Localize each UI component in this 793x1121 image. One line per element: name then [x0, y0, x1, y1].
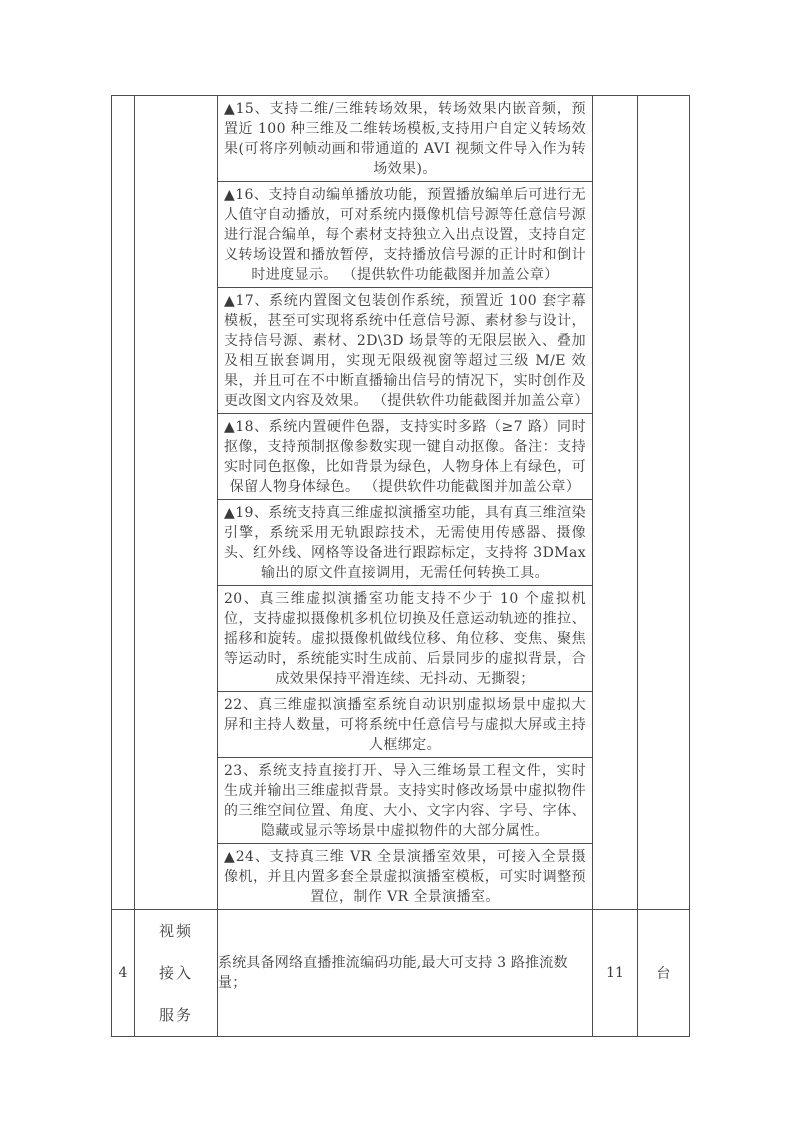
- unit-cell-empty: [638, 96, 690, 910]
- item-quantity: 11: [593, 910, 638, 1037]
- item-name-line: 视频: [158, 922, 193, 940]
- table-row-specs: [112, 96, 690, 910]
- item-name-line: 接入: [158, 964, 193, 982]
- item-name: [135, 910, 218, 1037]
- row-index: 4: [112, 910, 135, 1037]
- spec-item: 22、真三维虚拟演播室系统自动识别虚拟场景中虚拟大屏和主持人数量，可将系统中任意信号与虚拟大屏或主持人框绑定。: [218, 692, 592, 758]
- index-cell-empty: [112, 96, 135, 910]
- quantity-cell-empty: [593, 96, 638, 910]
- name-cell-empty: [135, 96, 218, 910]
- spec-item: ▲15、支持二维/三维转场效果，转场效果内嵌音频，预置近 100 种三维及二维转场模板,支持用户自定义转场效果(可将序列帧动画和带通道的 AVI 视频文件导入作为转场效果)。: [218, 96, 592, 182]
- spec-table: [111, 95, 690, 1037]
- spec-list: [218, 96, 592, 909]
- spec-cell: [218, 96, 593, 910]
- table-row-video-access: [112, 910, 690, 1037]
- spec-item: ▲17、系统内置图文包装创作系统，预置近 100 套字幕模板，甚至可实现将系统中任意信号源、素材参与设计，支持信号源、素材、2D\3D 场景等的无限层嵌入、叠加及相互嵌套调用，实现无限级视窗等超过三级 M/E 效果，并且可在不中断直播输出信号的情况下，实时创作及更改图文内容及效果。 （提供软件功能截图并加盖公章）: [218, 288, 592, 414]
- spec-item: ▲19、系统支持真三维虚拟演播室功能，具有真三维渲染引擎，系统采用无轨跟踪技术，无需使用传感器、摄像头、红外线、网格等设备进行跟踪标定，支持将 3DMax 输出的原文件直接调用，无需任何转换工具。: [218, 500, 592, 586]
- item-unit: 台: [638, 910, 690, 1037]
- spec-item: 20、真三维虚拟演播室功能支持不少于 10 个虚拟机位，支持虚拟摄像机多机位切换及任意运动轨迹的推拉、摇移和旋转。虚拟摄像机做线位移、角位移、变焦、聚焦等运动时，系统能实时生成前、后景同步的虚拟背景，合成效果保持平滑连续、无抖动、无撕裂；: [218, 586, 592, 692]
- spec-item: ▲16、支持自动编单播放功能，预置播放编单后可进行无人值守自动播放，可对系统内摄像机信号源等任意信号源进行混合编单，每个素材支持独立入出点设置，支持自定义转场设置和播放暂停，支持播放信号源的正计时和倒计时进度显示。 （提供软件功能截图并加盖公章）: [218, 182, 592, 288]
- item-name-line: 服务: [158, 1006, 193, 1024]
- item-spec: 系统具备网络直播推流编码功能,最大可支持 3 路推流数量；: [218, 910, 593, 1037]
- spec-item: 23、系统支持直接打开、导入三维场景工程文件，实时生成并输出三维虚拟背景。支持实时修改场景中虚拟物件的三维空间位置、角度、大小、文字内容、字号、字体、隐藏或显示等场景中虚拟物件的大部分属性。: [218, 758, 592, 844]
- spec-item: ▲24、支持真三维 VR 全景演播室效果，可接入全景摄像机，并且内置多套全景虚拟演播室模板，可实时调整预置位，制作 VR 全景演播室。: [224, 849, 586, 905]
- spec-item: ▲18、系统内置硬件色器，支持实时多路（≥7 路）同时抠像，支持预制抠像参数实现一键自动抠像。备注：支持实时同色抠像，比如背景为绿色，人物身体上有绿色，可保留人物身体绿色。 （提供软件功能截图并加盖公章）: [218, 414, 592, 500]
